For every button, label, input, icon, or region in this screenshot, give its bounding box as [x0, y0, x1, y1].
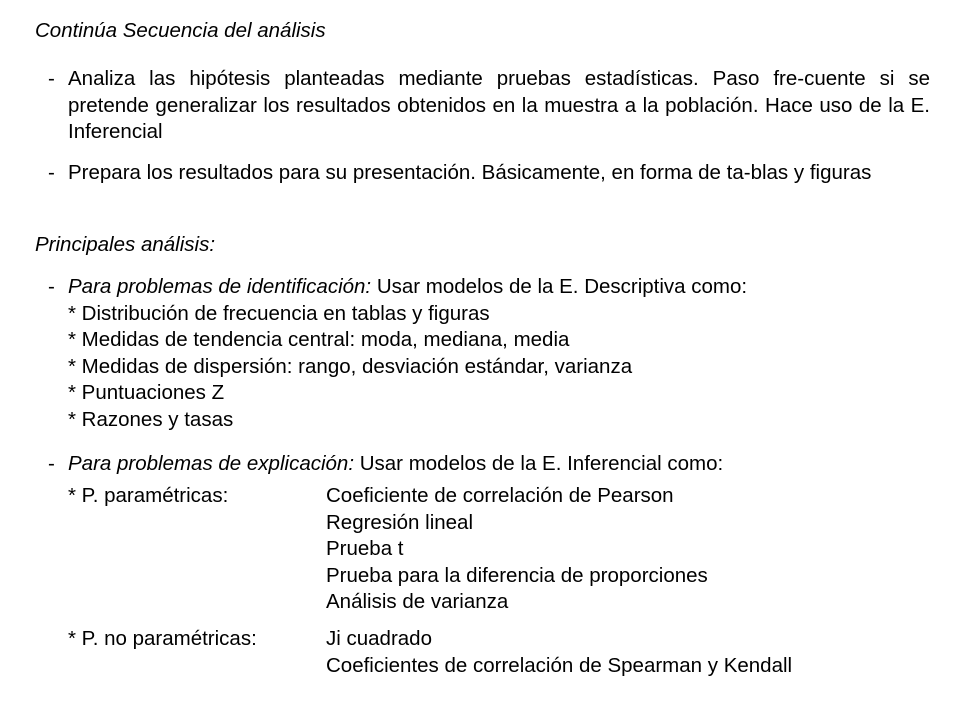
no-parametricas-label: * P. no paramétricas: [68, 627, 257, 650]
test-item: Coeficiente de correlación de Pearson [326, 484, 674, 507]
no-parametricas-list [326, 626, 792, 679]
list-item-explicacion [48, 451, 930, 478]
test-item: Prueba para la diferencia de proporciones [326, 563, 708, 587]
bullet-dash: - [48, 161, 55, 184]
item-body [68, 451, 930, 478]
test-item: Regresión lineal [326, 510, 474, 534]
test-item: Prueba t [326, 537, 404, 560]
sub-item: * Medidas de tendencia central: moda, mediana, media [68, 328, 570, 351]
list-item-identificacion [48, 274, 930, 433]
sub-item: * Razones y tasas [68, 407, 234, 431]
list-item-presentacion [48, 160, 930, 187]
item-body [68, 274, 930, 433]
item-lead: Para problemas de explicación: [68, 452, 355, 475]
bullet-dash: - [48, 67, 55, 90]
sub-item: * Puntuaciones Z [68, 381, 225, 404]
item-lead: Para problemas de identificación: [68, 275, 372, 298]
bullet-dash: - [48, 452, 55, 475]
parametricas-label: * P. paramétricas: [68, 484, 229, 507]
test-item: Análisis de varianza [326, 590, 509, 613]
item-text: Usar modelos de la E. Inferencial como: [354, 452, 724, 475]
sub-item: * Distribución de frecuencia en tablas y figuras [68, 301, 490, 325]
item-text: Analiza las hipótesis planteadas mediante pruebas estadísticas. Paso fre-cuente si se pretende generalizar los resultados obtenidos en la muestra a la población. Hace uso de la E. Inferencial [68, 67, 930, 143]
item-text: Usar modelos de la E. Descriptiva como: [371, 275, 748, 298]
test-item: Ji cuadrado [326, 627, 432, 650]
sub-item: * Medidas de dispersión: rango, desviación estándar, varianza [68, 354, 633, 378]
parametricas-list [326, 483, 708, 616]
item-text: Prepara los resultados para su presentación. Básicamente, en forma de ta-blas y figuras [68, 161, 872, 184]
bullet-dash: - [48, 275, 55, 298]
section-title-principales: Principales análisis: [35, 233, 216, 256]
test-item: Coeficientes de correlación de Spearman y Kendall [326, 653, 793, 677]
list-item-hipotesis [48, 66, 930, 146]
section-title-secuencia: Continúa Secuencia del análisis [35, 19, 326, 42]
